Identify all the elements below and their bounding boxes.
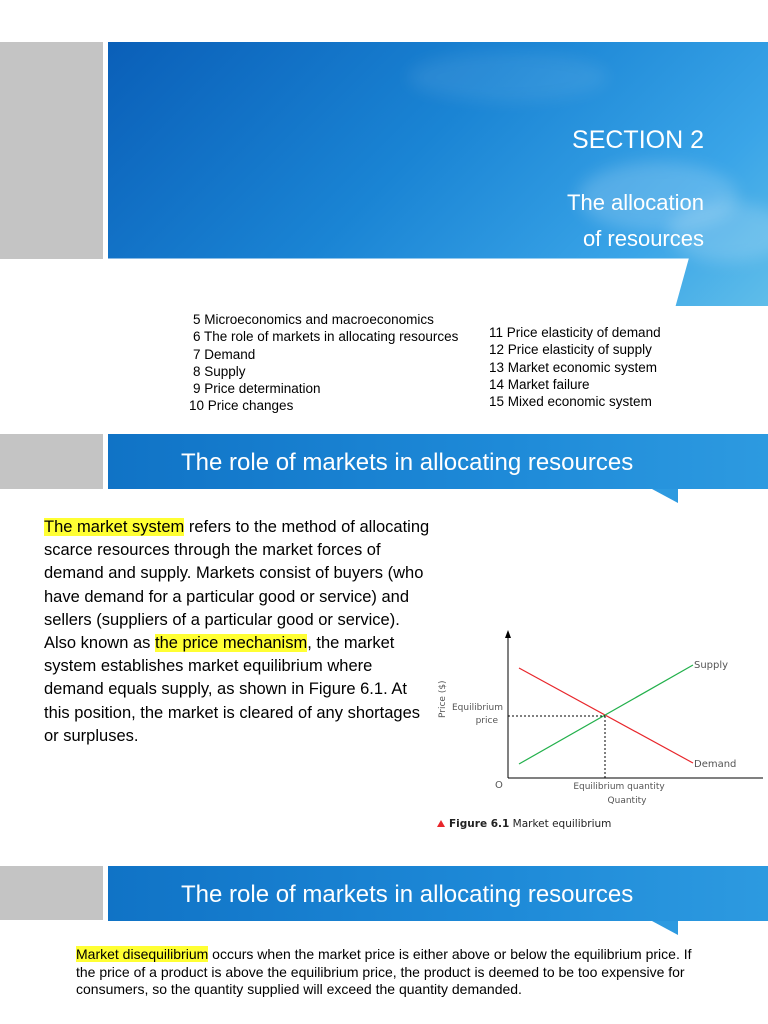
y-axis-label: Price ($) — [438, 680, 448, 718]
eq-quantity-label: Equilibrium quantity — [573, 782, 665, 792]
slide-section-cover — [0, 0, 768, 420]
gray-side-tab — [0, 866, 103, 920]
caption-bold: Figure 6.1 — [449, 818, 510, 830]
slide-title: The role of markets in allocating resources — [181, 881, 634, 908]
toc-item: 9 Price determination — [193, 381, 321, 397]
x-axis-label: Quantity — [607, 796, 647, 806]
highlight-term: the price mechanism — [154, 634, 308, 653]
banner-tail — [652, 489, 678, 503]
toc-item: 10 Price changes — [189, 398, 294, 414]
body-text: Also known as — [44, 634, 155, 653]
toc-item: 5 Microeconomics and macroeconomics — [193, 312, 434, 327]
highlight-term: The market system — [44, 518, 185, 536]
toc-item: 12 Price elasticity of supply — [489, 342, 652, 358]
market-equilibrium-figure — [425, 630, 765, 835]
origin-label: O — [495, 780, 503, 791]
figure-caption — [449, 818, 611, 830]
section-subtitle-line2: of resources — [582, 226, 704, 251]
toc-item: 7 Demand — [193, 346, 256, 362]
body-text: occurs when the market price is either above or below the equilibrium price. If the price of a product is above the equilibrium price, the product is deemed to be too expensive for consumers, so the quantity supplied will exceed the quantity demanded. — [76, 946, 692, 997]
toc-item: 15 Mixed economic system — [489, 394, 652, 410]
section-title: SECTION 2 — [572, 126, 704, 154]
eq-price-label-line1: Equilibrium — [452, 703, 503, 713]
caption-marker — [437, 820, 445, 827]
section-banner — [108, 42, 768, 306]
supply-label: Supply — [694, 660, 729, 671]
gray-side-tab — [0, 434, 103, 489]
disequilibrium-paragraph — [76, 946, 696, 999]
toc-item: 8 Supply — [193, 363, 246, 379]
toc-item: 13 Market economic system — [489, 359, 658, 375]
toc-left-list — [189, 311, 459, 415]
toc-right-list — [489, 324, 661, 410]
caption-text: Market equilibrium — [509, 818, 612, 830]
market-system-paragraph — [44, 516, 434, 748]
body-text: refers to the method of allocating scarce resources through the market forces of demand and supply. Markets consist of buyers (who have demand for a particular good or service) and sellers (suppliers of a particular good or service). — [44, 518, 430, 629]
banner-tail — [652, 921, 678, 935]
section-subtitle-line1: The allocation — [567, 190, 704, 215]
toc-item: 14 Market failure — [489, 376, 590, 392]
body-text: , the market system establishes market equilibrium where demand equals supply, as shown in Figure 6.1. At this position, the market is cleared of any shortages or surpluses. — [44, 634, 421, 745]
eq-price-label-line2: price — [475, 716, 498, 726]
slide-title: The role of markets in allocating resources — [181, 449, 634, 476]
toc-item: 11 Price elasticity of demand — [489, 325, 661, 340]
slide-disequilibrium — [0, 840, 768, 1024]
gray-side-tab — [0, 42, 103, 259]
demand-label: Demand — [694, 759, 737, 770]
y-axis-arrow — [505, 630, 511, 638]
highlight-term: Market disequilibrium — [76, 946, 209, 962]
slide-market-system — [0, 420, 768, 840]
toc-item: 6 The role of markets in allocating resources — [193, 329, 459, 345]
